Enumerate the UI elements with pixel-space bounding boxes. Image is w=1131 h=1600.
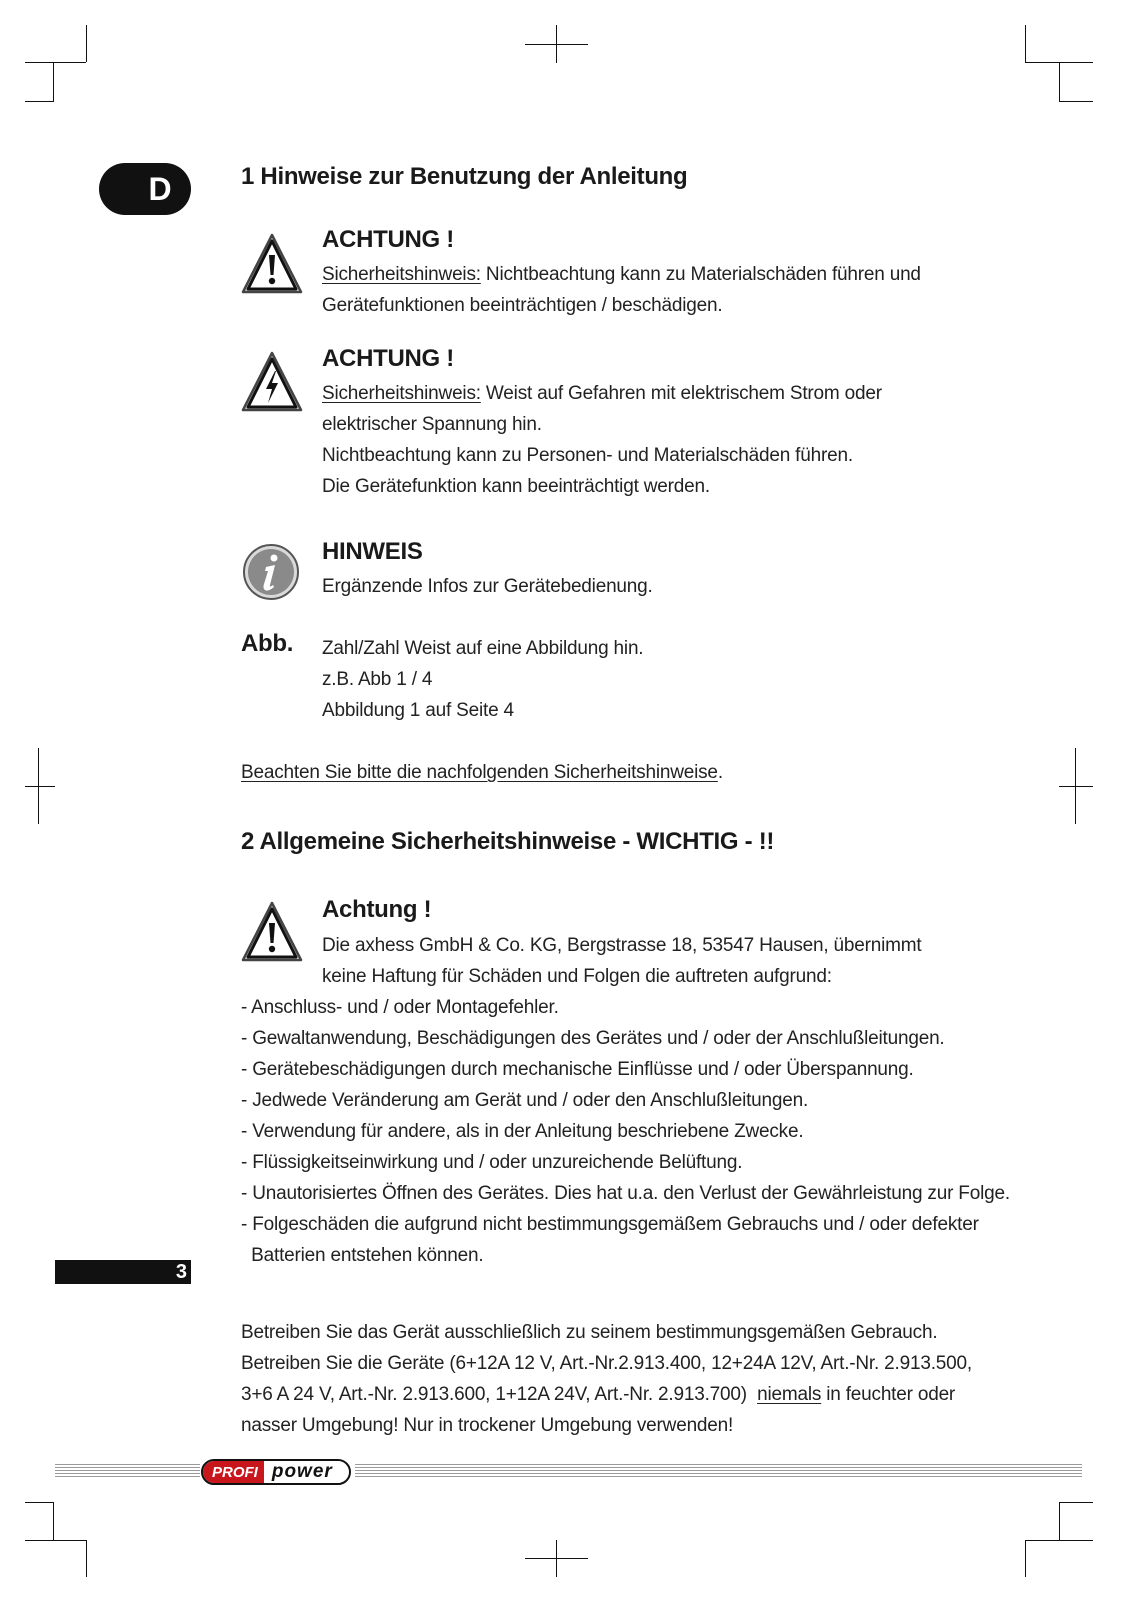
notice-3-heading: HINWEIS <box>322 538 423 565</box>
warning-icon <box>240 899 304 965</box>
observe-note: Beachten Sie bitte die nachfolgenden Sicherheitshinweise. <box>241 762 723 783</box>
section-1-title: 1 Hinweise zur Benutzung der Anleitung <box>241 163 688 190</box>
language-tab: D <box>99 163 191 215</box>
notice-2-heading: ACHTUNG ! <box>322 345 454 372</box>
notice-2-text: Sicherheitshinweis: Weist auf Gefahren mit elektrischem Strom oder elektrischer Spannung hin. Nichtbeachtung kann zu Personen- und Materialschäden führen. Die Gerätefunktion kann beeinträchtigt werden. <box>322 383 882 497</box>
list-item: - Anschluss- und / oder Montagefehler. <box>241 997 559 1018</box>
safety-label: Sicherheitshinweis: <box>322 383 481 404</box>
notice-4-heading: Achtung ! <box>322 896 432 923</box>
list-item: - Gerätebeschädigungen durch mechanische Einflüsse und / oder Überspannung. <box>241 1059 914 1080</box>
list-item: - Jedwede Veränderung am Gerät und / oder den Anschlußleitungen. <box>241 1090 809 1111</box>
brand-logo: PROFI power <box>201 1459 351 1485</box>
page-number: 3 <box>55 1260 191 1284</box>
section-2-title: 2 Allgemeine Sicherheitshinweise - WICHTIG - !! <box>241 828 775 855</box>
electrical-hazard-icon <box>240 349 304 415</box>
footer-rule-right <box>355 1464 1082 1479</box>
list-item: - Unautorisiertes Öffnen des Gerätes. Dies hat u.a. den Verlust der Gewährleistung zur Folge. <box>241 1183 1010 1204</box>
list-item: - Verwendung für andere, als in der Anleitung beschriebene Zwecke. <box>241 1121 804 1142</box>
abb-text: Zahl/Zahl Weist auf eine Abbildung hin. z.B. Abb 1 / 4 Abbildung 1 auf Seite 4 <box>322 638 644 721</box>
safety-label: Sicherheitshinweis: <box>322 264 481 285</box>
abb-label: Abb. <box>241 630 294 657</box>
notice-3-text: Ergänzende Infos zur Gerätebedienung. <box>322 576 653 597</box>
warning-icon <box>240 231 304 297</box>
list-item: - Flüssigkeitseinwirkung und / oder unzureichende Belüftung. <box>241 1152 743 1173</box>
notice-4-text: Die axhess GmbH & Co. KG, Bergstrasse 18, 53547 Hausen, übernimmt keine Haftung für Schäden und Folgen die auftreten aufgrund: <box>322 935 922 987</box>
footer-rule-left <box>55 1464 200 1479</box>
notice-1-text: Sicherheitshinweis: Nichtbeachtung kann zu Materialschäden führen und Gerätefunktionen beeinträchtigen / beschädigen. <box>322 264 921 316</box>
list-item: - Gewaltanwendung, Beschädigungen des Gerätes und / oder der Anschlußleitungen. <box>241 1028 945 1049</box>
notice-1-heading: ACHTUNG ! <box>322 226 454 253</box>
info-icon <box>242 543 300 601</box>
liability-list <box>241 992 1061 1271</box>
list-item: - Folgeschäden die aufgrund nicht bestimmungsgemäßem Gebrauchs und / oder defekter <box>241 1214 979 1235</box>
usage-paragraph: Betreiben Sie das Gerät ausschließlich zu seinem bestimmungsgemäßen Gebrauch. Betreiben Sie die Geräte (6+12A 12 V, Art.-Nr.2.913.400, 12+24A 12V, Art.-Nr. 2.913.500, 3+6 A 24 V, Art.-Nr. 2.913.600, 1+12A 24V, Art.-Nr. 2.913.700) niemals in feuchter oder nasser Umgebung! Nur in trockener Umgebung verwenden! <box>241 1322 972 1436</box>
list-item: Batterien entstehen können. <box>241 1245 484 1266</box>
